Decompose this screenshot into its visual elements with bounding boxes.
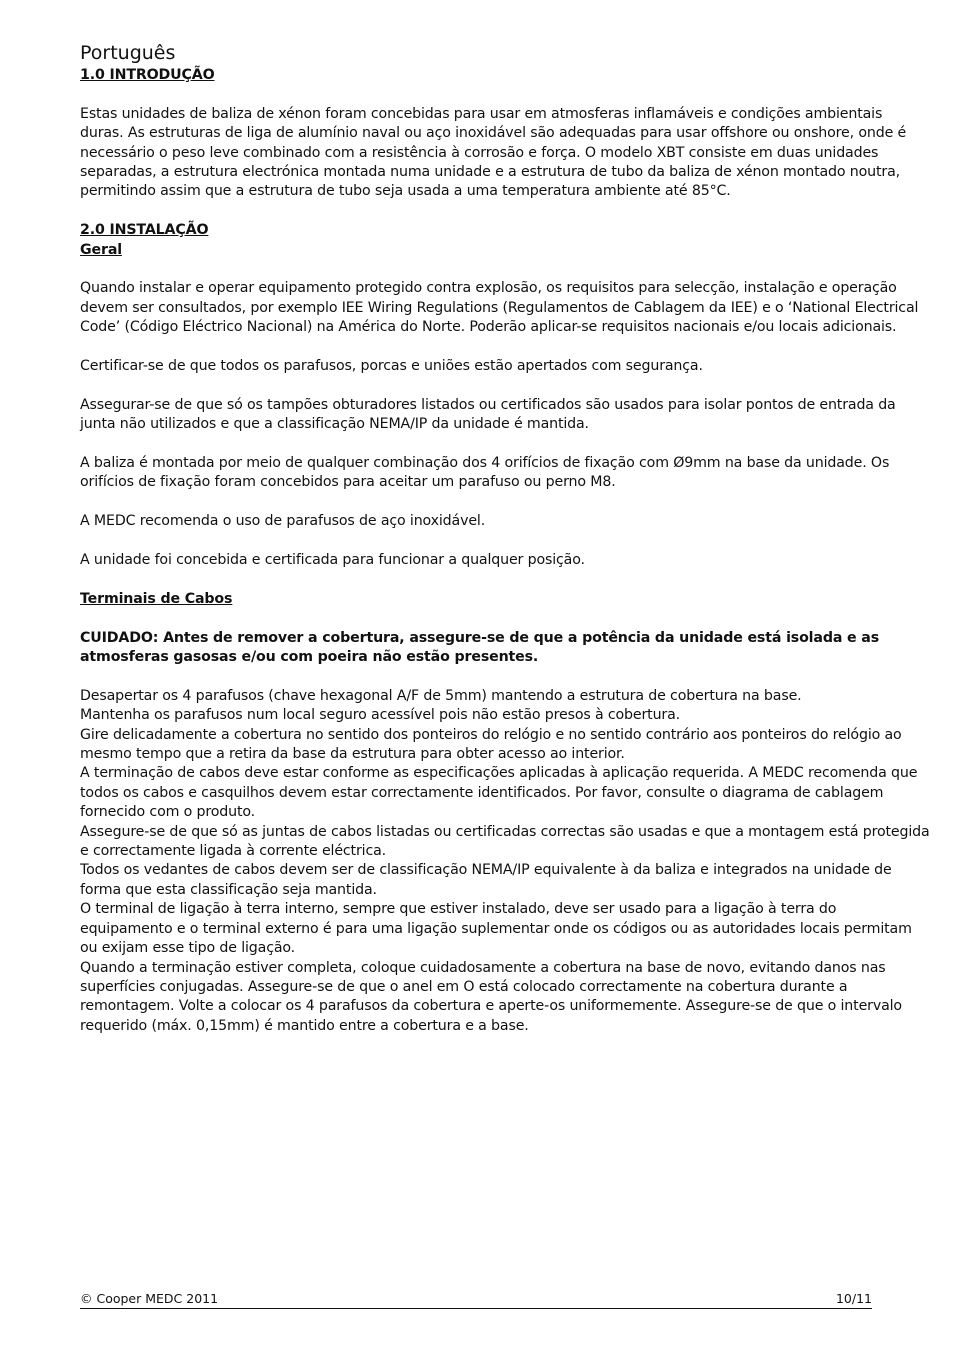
general-paragraph: A baliza é montada por meio de qualquer combinação dos 4 orifícios de fixação com Ø9mm na base da unidade. Os orifícios de fixação foram concebidos para aceitar um parafuso ou perno M8. <box>80 455 890 491</box>
language-title: Português <box>80 42 176 64</box>
terminal-line: A terminação de cabos deve estar conforme as especificações aplicadas à aplicação requerida. A MEDC recomenda que todos os cabos e casquilhos devem estar correctamente identificados. Por favor, consulte o diagrama de cablagem fornecido com o produto. <box>80 765 918 821</box>
general-paragraph: A MEDC recomenda o uso de parafusos de aço inoxidável. <box>80 513 486 530</box>
terminal-line: Quando a terminação estiver completa, coloque cuidadosamente a cobertura na base de novo, evitando danos nas superfícies conjugadas. Assegure-se de que o anel em O está colocado correctamente na cobertura durante a remontagem. Volte a colocar os 4 parafusos da cobertura e aperte-os uniformemente. Assegure-se de que o intervalo requerido (máx. 0,15mm) é mantido entre a cobertura e a base. <box>80 959 902 1034</box>
terminal-line: O terminal de ligação à terra interno, sempre que estiver instalado, deve ser usado para a ligação à terra do equipamento e o terminal externo é para uma ligação suplementar onde os códigos ou as autoridades locais permitam ou exijam esse tipo de ligação. <box>80 901 912 957</box>
cable-terminals-heading: Terminais de Cabos <box>80 590 233 607</box>
caution-warning: CUIDADO: Antes de remover a cobertura, assegure-se de que a potência da unidade está isolada e as atmosferas gasosas e/ou com poeira não estão presentes. <box>80 629 880 666</box>
general-paragraph: A unidade foi concebida e certificada para funcionar a qualquer posição. <box>80 552 585 569</box>
terminal-line: Gire delicadamente a cobertura no sentido dos ponteiros do relógio e no sentido contrário aos ponteiros do relógio ao mesmo tempo que a retira da base da estrutura para obter acesso ao interior. <box>80 726 902 763</box>
terminal-line: Mantenha os parafusos num local seguro acessível pois não estão presos à cobertura. <box>80 707 681 724</box>
page-footer <box>80 1290 872 1309</box>
intro-paragraph: Estas unidades de baliza de xénon foram concebidas para usar em atmosferas inflamáveis e condições ambientais duras. As estruturas de liga de alumínio naval ou aço inoxidável são adequadas para usar offshore ou onshore, onde é necessário o peso leve combinado com a resistência à corrosão e força. O modelo XBT consiste em duas unidades separadas, a estrutura electrónica montada numa unidade e a estrutura de tubo da baliza de xénon montado noutra, permitindo assim que a estrutura de tubo seja usada a uma temperatura ambiente até 85°C. <box>80 105 907 200</box>
document-page <box>80 40 930 1036</box>
general-paragraph: Certificar-se de que todos os parafusos, porcas e uniões estão apertados com segurança. <box>80 358 703 375</box>
terminal-instructions <box>80 687 930 1036</box>
page-number: 10/11 <box>835 1291 872 1306</box>
general-heading: Geral <box>80 241 122 258</box>
general-paragraph: Assegurar-se de que só os tampões obturadores listados ou certificados são usados para isolar pontos de entrada da junta não utilizados e que a classificação NEMA/IP da unidade é mantida. <box>80 396 896 433</box>
installation-heading: 2.0 INSTALAÇÃO <box>80 222 209 239</box>
copyright-text: © Cooper MEDC 2011 <box>80 1291 219 1306</box>
terminal-line: Assegure-se de que só as juntas de cabos listadas ou certificadas correctas são usadas e que a montagem está protegida e correctamente ligada à corrente eléctrica. <box>80 823 930 860</box>
terminal-line: Desapertar os 4 parafusos (chave hexagonal A/F de 5mm) mantendo a estrutura de cobertura na base. <box>80 687 802 704</box>
intro-heading: 1.0 INTRODUÇÃO <box>80 67 215 83</box>
general-paragraph: Quando instalar e operar equipamento protegido contra explosão, os requisitos para selecção, instalação e operação devem ser consultados, por exemplo IEE Wiring Regulations (Regulamentos de Cablagem da IEE) e o ‘National Electrical Code’ (Código Eléctrico Nacional) na América do Norte. Poderão aplicar-se requisitos nacionais e/ou locais adicionais. <box>80 280 919 336</box>
terminal-line: Todos os vedantes de cabos devem ser de classificação NEMA/IP equivalente à da baliza e integrados na unidade de forma que esta classificação seja mantida. <box>80 862 892 898</box>
